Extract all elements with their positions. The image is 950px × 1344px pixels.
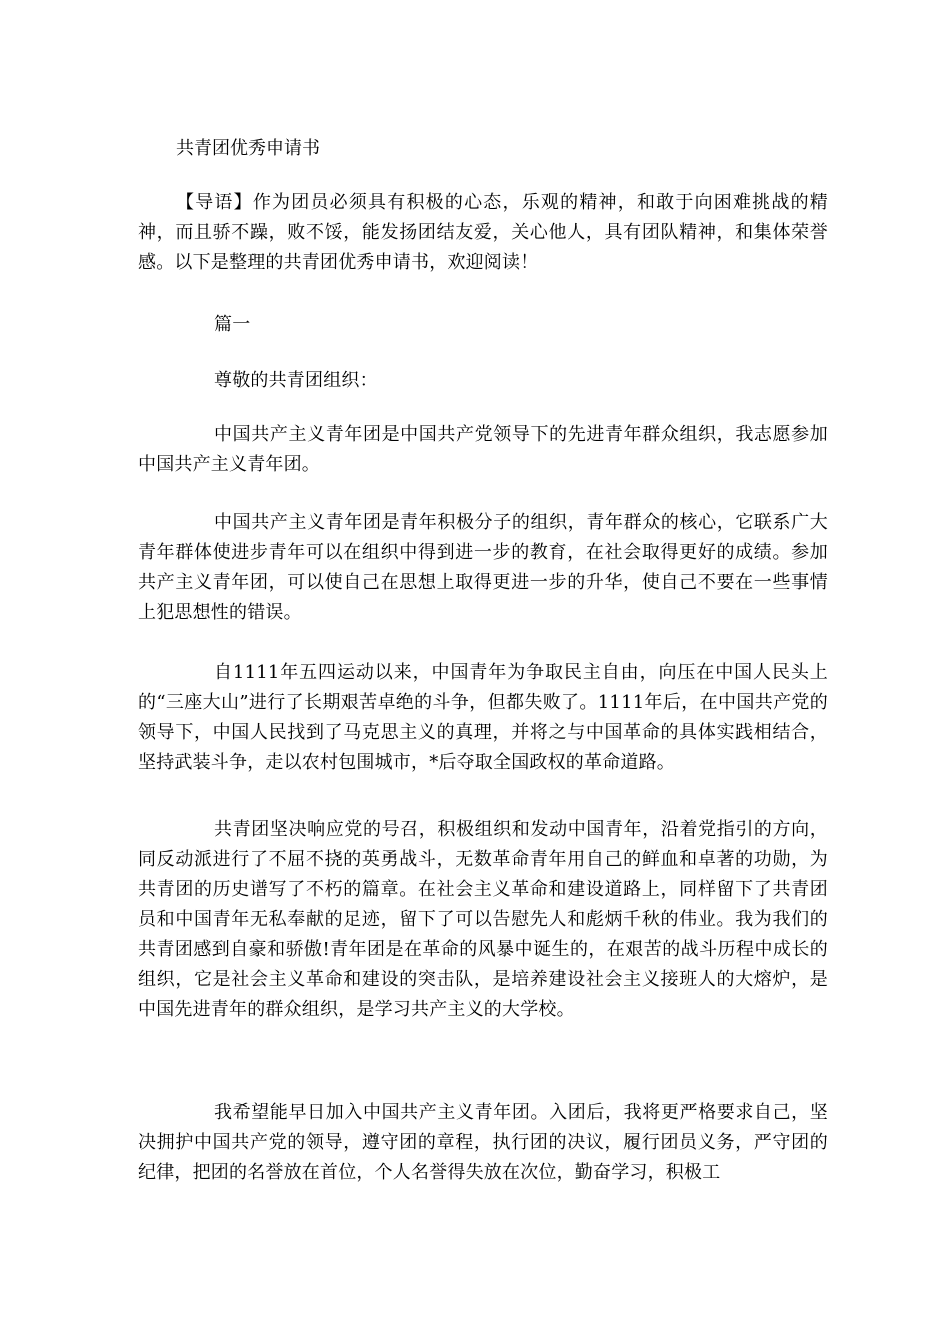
body-paragraph: 我希望能早日加入中国共产主义青年团。入团后，我将更严格要求自己，坚决拥护中国共产党的领导，遵守团的章程，执行团的决议，履行团员义务，严守团的纪律，把团的名誉放在首位，个人名誉得失放在次位，勤奋学习，积极工 — [138, 1102, 828, 1183]
body-paragraph: 自1111年五四运动以来，中国青年为争取民主自由，向压在中国人民头上的“三座大山”进行了长期艰苦卓绝的斗争，但都失败了。1111年后，在中国共产党的领导下，中国人民找到了马克思主义的真理，并将之与中国革命的具体实践相结合，坚持武装斗争，走以农村包围城市，*后夺取全国政权的革命道路。 — [138, 662, 828, 773]
body-paragraph: 中国共产主义青年团是中国共产党领导下的先进青年群众组织，我志愿参加中国共产主义青年团。 — [138, 424, 828, 475]
body-paragraph: 中国共产主义青年团是青年积极分子的组织，青年群众的核心，它联系广大青年群体使进步青年可以在组织中得到进一步的教育，在社会取得更好的成绩。参加共产主义青年团，可以使自己在思想上取得更进一步的升华，使自己不要在一些事情上犯思想性的错误。 — [138, 512, 828, 623]
body-paragraph: 共青团坚决响应党的号召，积极组织和发动中国青年，沿着党指引的方向，同反动派进行了不屈不挠的英勇战斗，无数革命青年用自己的鲜血和卓著的功勋，为共青团的历史谱写了不朽的篇章。在社会主义革命和建设道路上，同样留下了共青团员和中国青年无私奉献的足迹，留下了可以告慰先人和彪炳千秋的伟业。我为我们的共青团感到自豪和骄傲!青年团是在革命的风暴中诞生的，在艰苦的战斗历程中成长的组织，它是社会主义革命和建设的突击队，是培养建设社会主义接班人的大熔炉，是中国先进青年的群众组织，是学习共产主义的大学校。 — [138, 819, 828, 1020]
salutation: 尊敬的共青团组织： — [214, 370, 378, 391]
lead-paragraph: 【导语】作为团员必须具有积极的心态，乐观的精神，和敢于向困难挑战的精神，而且骄不躁，败不馁，能发扬团结友爱，关心他人，具有团队精神，和集体荣誉感。以下是整理的共青团优秀申请书，欢迎阅读！ — [138, 192, 828, 273]
section-label: 篇一 — [214, 314, 251, 335]
document-title: 共青团优秀申请书 — [176, 138, 320, 159]
